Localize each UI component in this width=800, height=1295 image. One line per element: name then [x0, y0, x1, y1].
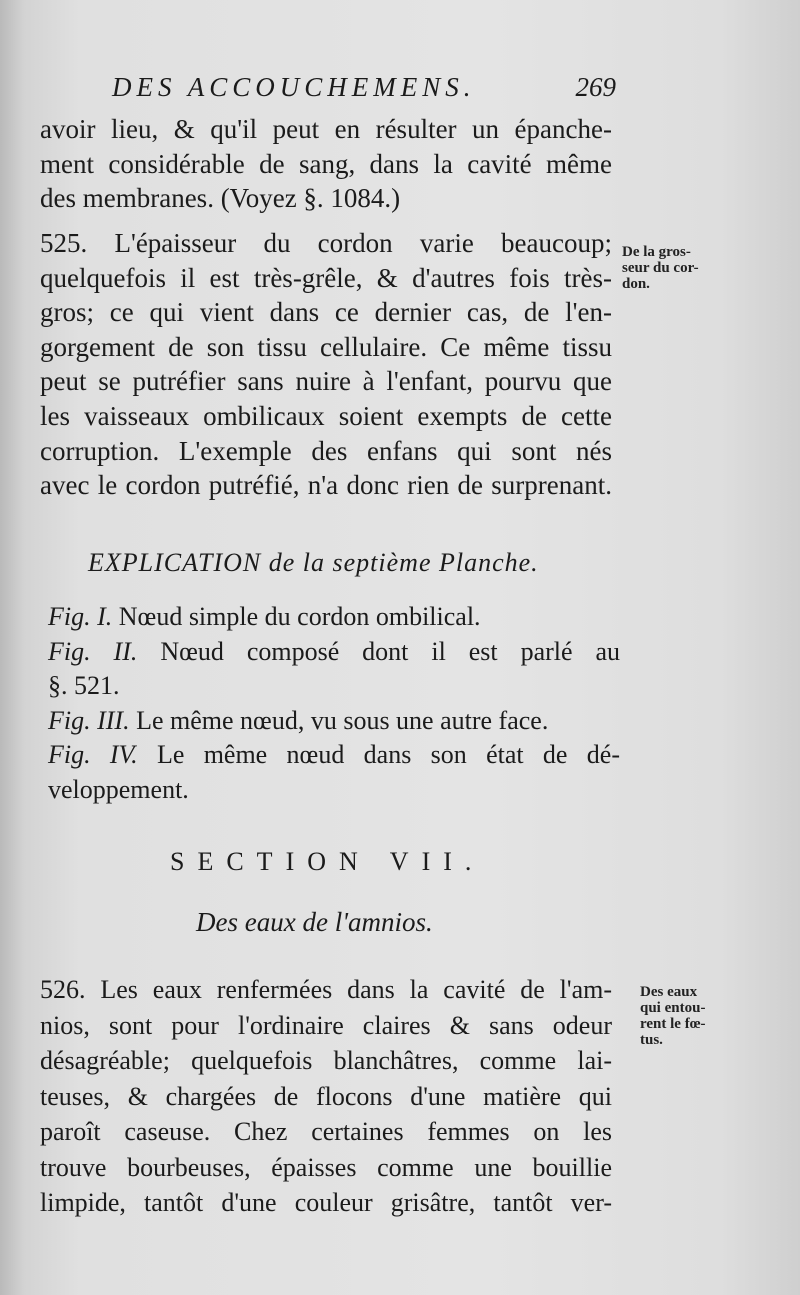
running-title: DES ACCOUCHEMENS.	[112, 72, 476, 102]
figure-item	[48, 736, 620, 771]
margin-note-line: seur du cor-	[622, 260, 699, 276]
figure-label: Fig. IV.	[48, 740, 138, 770]
text-line: avec le cordon putréfié, n'a donc rien de surprenant.	[40, 470, 612, 501]
text-line: peut se putréfier sans nuire à l'enfant, pourvu que	[40, 366, 612, 397]
margin-note-eaux	[640, 984, 760, 1048]
text-line: avoir lieu, & qu'il peut en résulter un épanche-	[40, 114, 612, 144]
margin-note-line: don.	[622, 276, 650, 292]
figure-label: Fig. II.	[48, 636, 138, 666]
figure-item	[48, 771, 620, 806]
paragraph-continued	[40, 112, 612, 216]
text-line: ment considérable de sang, dans la cavité même	[40, 148, 612, 179]
margin-note-line: qui entou-	[640, 1000, 706, 1016]
text-line: paroît caseuse. Chez certaines femmes on les	[40, 1117, 612, 1146]
text-line: les vaisseaux ombilicaux soient exempts de cette	[40, 400, 612, 431]
text-line: trouve bourbeuses, épaisses comme une bouillie	[40, 1152, 612, 1182]
figure-item	[48, 702, 620, 737]
figure-text: §. 521.	[48, 671, 120, 701]
text-line: gros; ce qui vient dans ce dernier cas, de l'en-	[40, 297, 612, 328]
figure-label: Fig. I.	[48, 602, 113, 631]
text-line: nios, sont pour l'ordinaire claires & sans odeur	[40, 1010, 612, 1040]
text-line: quelquefois il est très-grêle, & d'autres fois très-	[40, 262, 612, 293]
figure-label: Fig. III.	[48, 705, 130, 735]
margin-note-line: Des eaux	[640, 984, 698, 1000]
figure-text: Le même nœud dans son état de dé-	[137, 740, 620, 770]
paragraph-526	[40, 972, 612, 1221]
page-number: 269	[575, 72, 616, 102]
figure-item	[48, 598, 620, 633]
section-title: SECTION VII.	[170, 847, 485, 876]
figure-item	[48, 633, 620, 668]
paragraph-525	[40, 226, 612, 503]
margin-note-line: tus.	[640, 1032, 663, 1048]
text-line: teuses, & chargées de flocons d'une matière qui	[40, 1081, 612, 1111]
figure-text: Nœud simple du cordon ombilical.	[112, 602, 481, 631]
figure-text: Nœud composé dont il est parlé au	[137, 636, 621, 666]
figure-explanations	[48, 598, 620, 806]
figure-item	[48, 667, 620, 702]
text-line: corruption. L'exemple des enfans qui sont nés	[40, 435, 612, 466]
explanation-heading: EXPLICATION de la septième Planche.	[88, 548, 539, 577]
margin-note-grosseur	[622, 244, 742, 292]
margin-note-line: rent le fœ-	[640, 1016, 706, 1032]
text-line: limpide, tantôt d'une couleur grisâtre, tantôt ver-	[40, 1188, 612, 1217]
text-line: gorgement de son tissu cellulaire. Ce même tissu	[40, 331, 612, 362]
figure-text: veloppement.	[48, 774, 189, 804]
subsection-title: Des eaux de l'amnios.	[196, 907, 433, 937]
text-line: désagréable; quelquefois blanchâtres, comme lai-	[40, 1046, 612, 1075]
text-line: 526. Les eaux renfermées dans la cavité de l'am-	[40, 975, 612, 1004]
figure-text: Le même nœud, vu sous une autre face.	[129, 705, 549, 735]
running-header	[112, 72, 616, 103]
text-line: des membranes. (Voyez §. 1084.)	[40, 183, 401, 214]
margin-note-line: De la gros-	[622, 244, 691, 260]
text-line: 525. L'épaisseur du cordon varie beaucoup;	[40, 228, 612, 258]
